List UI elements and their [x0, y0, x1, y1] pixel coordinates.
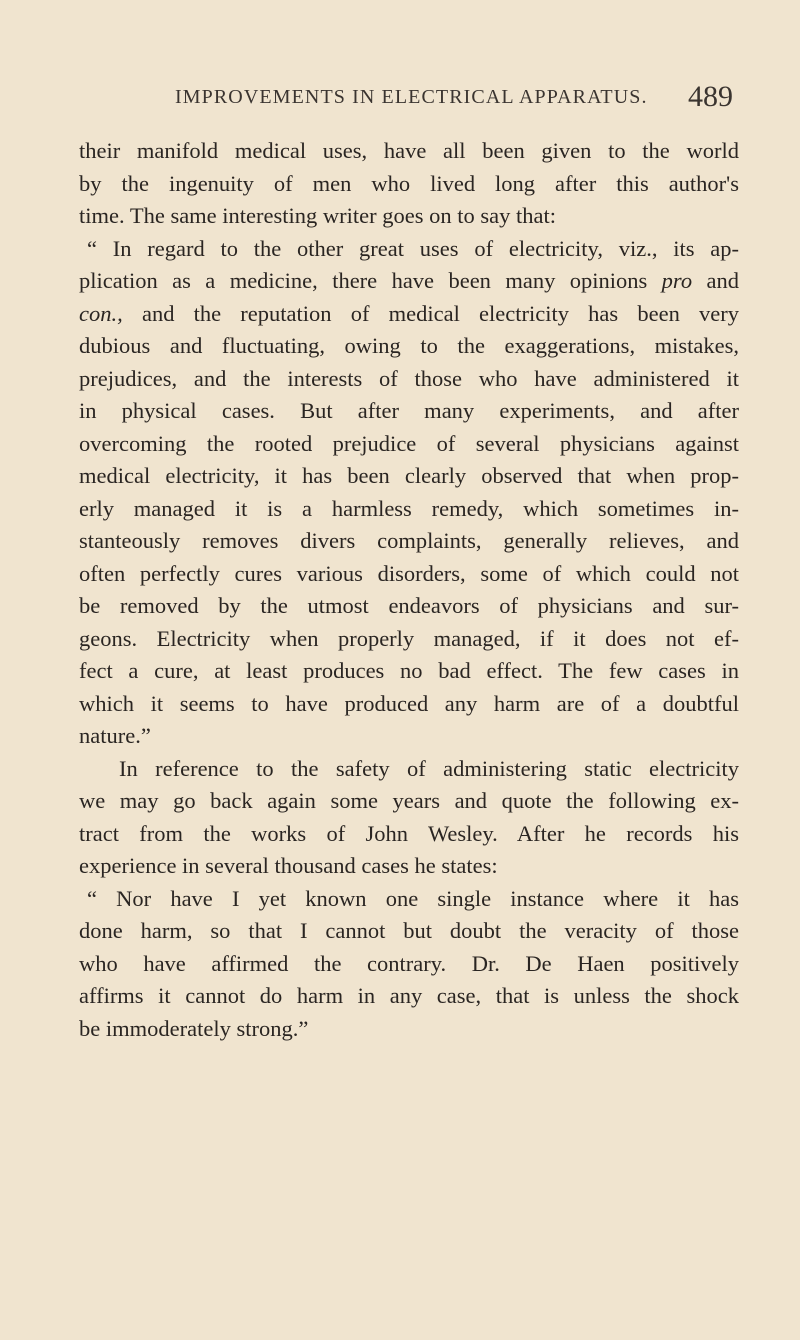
- text-line: who have affirmed the contrary. Dr. De Haen positively: [79, 950, 739, 976]
- text-line: overcoming the rooted prejudice of several physicians against: [79, 430, 739, 456]
- text-line: dubious and fluctuating, owing to the exaggerations, mistakes,: [79, 333, 739, 358]
- italic-word: con.,: [79, 300, 123, 326]
- text-line: tract from the works of John Wesley. After he records his: [79, 820, 739, 846]
- text-line: stanteously removes divers complaints, generally relieves, and: [79, 528, 739, 553]
- text-span: and: [706, 268, 740, 293]
- text-line: “ In regard to the other great uses of electricity, viz., its ap-: [87, 235, 739, 261]
- text-line: affirms it cannot do harm in any case, that is unless the shock: [79, 983, 739, 1008]
- running-head: IMPROVEMENTS IN ELECTRICAL APPARATUS.: [175, 86, 648, 108]
- text-line: erly managed it is a harmless remedy, which sometimes in-: [79, 495, 739, 521]
- text-line: in physical cases. But after many experiments, and after: [79, 398, 739, 423]
- text-line: we may go back again some years and quote the following ex-: [79, 788, 739, 813]
- text-line: their manifold medical uses, have all been given to the world: [79, 138, 739, 163]
- text-line: done harm, so that I cannot but doubt the veracity of those: [79, 918, 739, 943]
- text-line: “ Nor have I yet known one single instance where it has: [87, 885, 739, 911]
- text-line: nature.”: [79, 723, 151, 748]
- text-line: by the ingenuity of men who lived long after this author's: [79, 170, 739, 196]
- text-line: often perfectly cures various disorders, some of which could not: [79, 560, 739, 586]
- text-line: time. The same interesting writer goes on to say that:: [79, 203, 556, 228]
- text-line: experience in several thousand cases he states:: [79, 853, 498, 878]
- text-line: [79, 298, 739, 331]
- text-span: and the reputation of medical electricity has been very: [141, 300, 740, 326]
- text-line: be removed by the utmost endeavors of physicians and sur-: [79, 593, 739, 618]
- body-text: [79, 135, 739, 1045]
- text-line: which it seems to have produced any harm are of a doubtful: [79, 690, 739, 716]
- text-line: geons. Electricity when properly managed, if it does not ef-: [79, 625, 739, 651]
- italic-word: pro: [661, 268, 693, 293]
- text-line: fect a cure, at least produces no bad effect. The few cases in: [79, 658, 739, 683]
- text-span: plication as a medicine, there have been many opinions: [79, 268, 648, 293]
- text-line: be immoderately strong.”: [79, 1015, 309, 1041]
- page-number: 489: [688, 80, 733, 113]
- text-line: prejudices, and the interests of those who have administered it: [79, 365, 739, 391]
- text-line: In reference to the safety of administering static electricity: [119, 755, 739, 781]
- text-line: [79, 265, 739, 298]
- text-line: medical electricity, it has been clearly observed that when prop-: [79, 463, 739, 488]
